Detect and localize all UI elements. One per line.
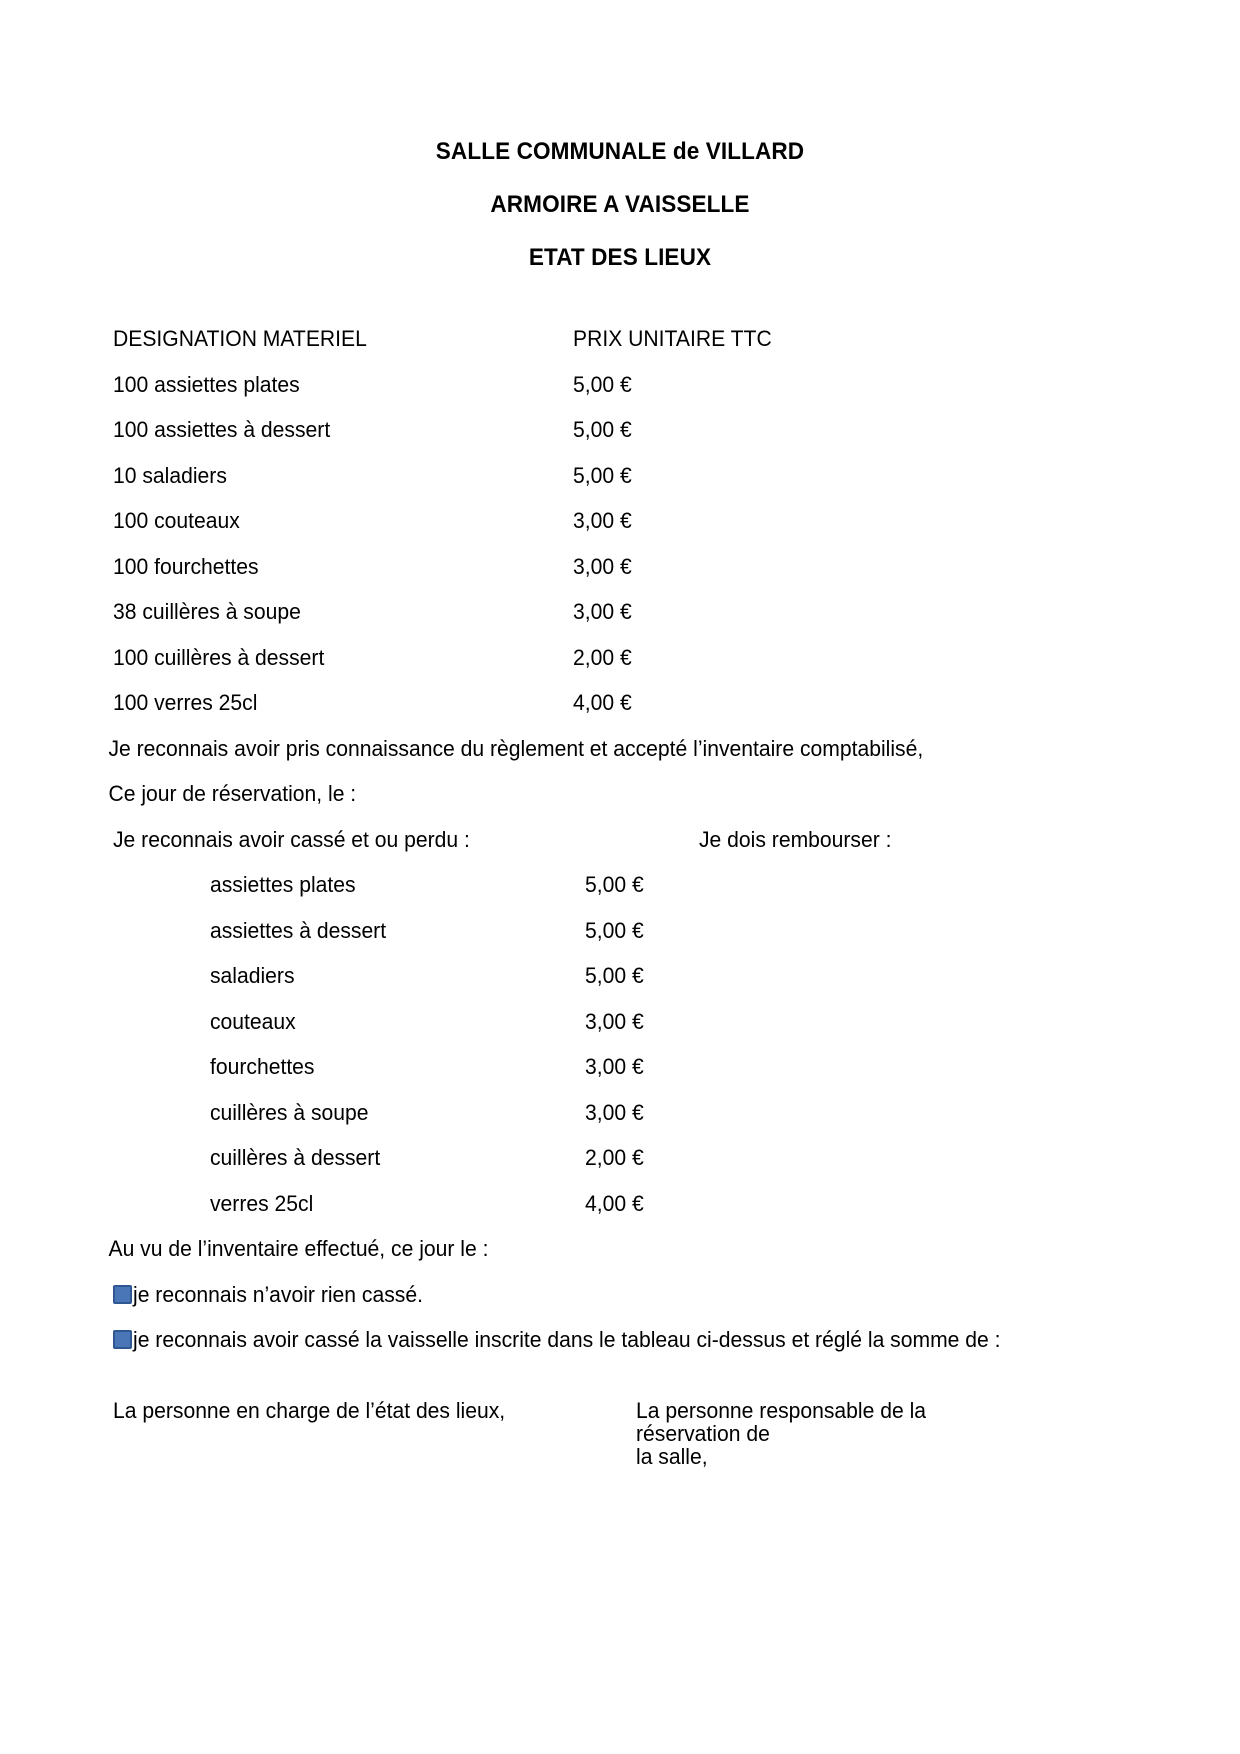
- reservation-date-line: [0, 783, 1240, 829]
- breakage-item-price: 4,00 €: [585, 1190, 644, 1216]
- inventory-done-text: Au vu de l’inventaire effectué, ce jour le :: [108, 1236, 489, 1261]
- checkbox-option-no-breakage[interactable]: [0, 1281, 1240, 1330]
- table-row: [0, 374, 1240, 420]
- checkbox-icon[interactable]: [113, 1330, 132, 1349]
- breakage-item-price: 5,00 €: [585, 917, 644, 943]
- breakage-item-designation: assiettes à dessert: [210, 917, 387, 943]
- breakage-item-designation: cuillères à soupe: [210, 1099, 369, 1125]
- page-title-line-3: ETAT DES LIEUX: [528, 244, 712, 271]
- breakage-item-designation: verres 25cl: [210, 1190, 314, 1216]
- page-title-line-2: ARMOIRE A VAISSELLE: [490, 191, 750, 218]
- acknowledgement-text: Je reconnais avoir pris connaissance du règlement et accepté l’inventaire comptabilisé,: [108, 735, 924, 761]
- checkbox-icon[interactable]: [113, 1285, 132, 1304]
- breakage-heading-right: Je dois rembourser :: [699, 826, 892, 852]
- inventory-item-designation: 100 cuillères à dessert: [113, 644, 325, 670]
- signature-label-renter-line-1: La personne responsable de la réservation de: [636, 1397, 927, 1446]
- breakage-heading-left: Je reconnais avoir cassé et ou perdu :: [113, 826, 470, 852]
- breakage-item-designation: saladiers: [210, 963, 295, 988]
- breakage-item-price: 3,00 €: [585, 1008, 644, 1034]
- signature-label-renter-line-2: la salle,: [636, 1443, 708, 1469]
- inventory-table-header-row: [0, 328, 1240, 374]
- table-row: [0, 1056, 1240, 1102]
- breakage-item-designation: couteaux: [210, 1008, 296, 1034]
- inventory-item-price: 3,00 €: [573, 599, 632, 624]
- inventory-done-line: [0, 1238, 1240, 1284]
- page-title-line-1: SALLE COMMUNALE de VILLARD: [435, 138, 805, 165]
- acknowledgement-line: [0, 735, 1240, 784]
- breakage-heading-row: [0, 826, 1240, 875]
- inventory-item-price: 5,00 €: [573, 417, 632, 442]
- inventory-item-designation: 38 cuillères à soupe: [113, 599, 301, 624]
- table-row: [0, 1011, 1240, 1057]
- breakage-item-price: 2,00 €: [585, 1145, 644, 1170]
- breakage-item-price: 3,00 €: [585, 1099, 644, 1125]
- signature-label-officer: La personne en charge de l’état des lieux,: [113, 1397, 506, 1423]
- table-row: [0, 601, 1240, 647]
- inventory-item-designation: 100 couteaux: [113, 508, 240, 533]
- breakage-item-designation: fourchettes: [210, 1054, 315, 1079]
- table-row: [0, 1102, 1240, 1148]
- inventory-item-designation: 100 assiettes à dessert: [113, 417, 331, 442]
- table-row: [0, 965, 1240, 1011]
- inventory-item-designation: 100 assiettes plates: [113, 371, 300, 397]
- breakage-item-designation: assiettes plates: [210, 872, 356, 897]
- table-row: [0, 510, 1240, 556]
- inventory-item-price: 2,00 €: [573, 644, 632, 670]
- inventory-item-designation: 10 saladiers: [113, 462, 227, 488]
- breakage-item-price: 3,00 €: [585, 1054, 644, 1079]
- checkbox-option-breakage-paid[interactable]: [0, 1329, 1240, 1375]
- inventory-item-price: 4,00 €: [573, 690, 632, 715]
- inventory-item-price: 3,00 €: [573, 508, 632, 533]
- table-row: [0, 1147, 1240, 1193]
- table-row: [0, 465, 1240, 511]
- document-title-block: [0, 140, 1240, 270]
- checkbox-option-label: je reconnais avoir cassé la vaisselle inscrite dans le tableau ci-dessus et réglé la somme de :: [133, 1327, 1001, 1352]
- checkbox-option-label: je reconnais n’avoir rien cassé.: [133, 1281, 423, 1307]
- table-row: [0, 647, 1240, 693]
- table-row: [0, 920, 1240, 966]
- table-row: [0, 1193, 1240, 1239]
- table-row: [0, 556, 1240, 602]
- column-header-price: PRIX UNITAIRE TTC: [573, 326, 772, 351]
- inventory-item-designation: 100 fourchettes: [113, 553, 259, 579]
- table-row: [0, 419, 1240, 465]
- column-header-designation: DESIGNATION MATERIEL: [113, 326, 367, 351]
- breakage-item-price: 5,00 €: [585, 963, 644, 988]
- breakage-table: [0, 874, 1240, 1238]
- reservation-date-text: Ce jour de réservation, le :: [108, 781, 357, 806]
- breakage-item-designation: cuillères à dessert: [210, 1145, 381, 1170]
- inventory-item-designation: 100 verres 25cl: [113, 690, 258, 715]
- table-row: [0, 874, 1240, 920]
- inventory-item-price: 5,00 €: [573, 462, 632, 488]
- table-row: [0, 692, 1240, 738]
- inventory-item-price: 3,00 €: [573, 553, 632, 579]
- signature-label-renter: [636, 1399, 1020, 1468]
- signature-block: [0, 1399, 1240, 1479]
- inventory-table: [0, 328, 1240, 738]
- inventory-item-price: 5,00 €: [573, 371, 632, 397]
- breakage-item-price: 5,00 €: [585, 872, 644, 897]
